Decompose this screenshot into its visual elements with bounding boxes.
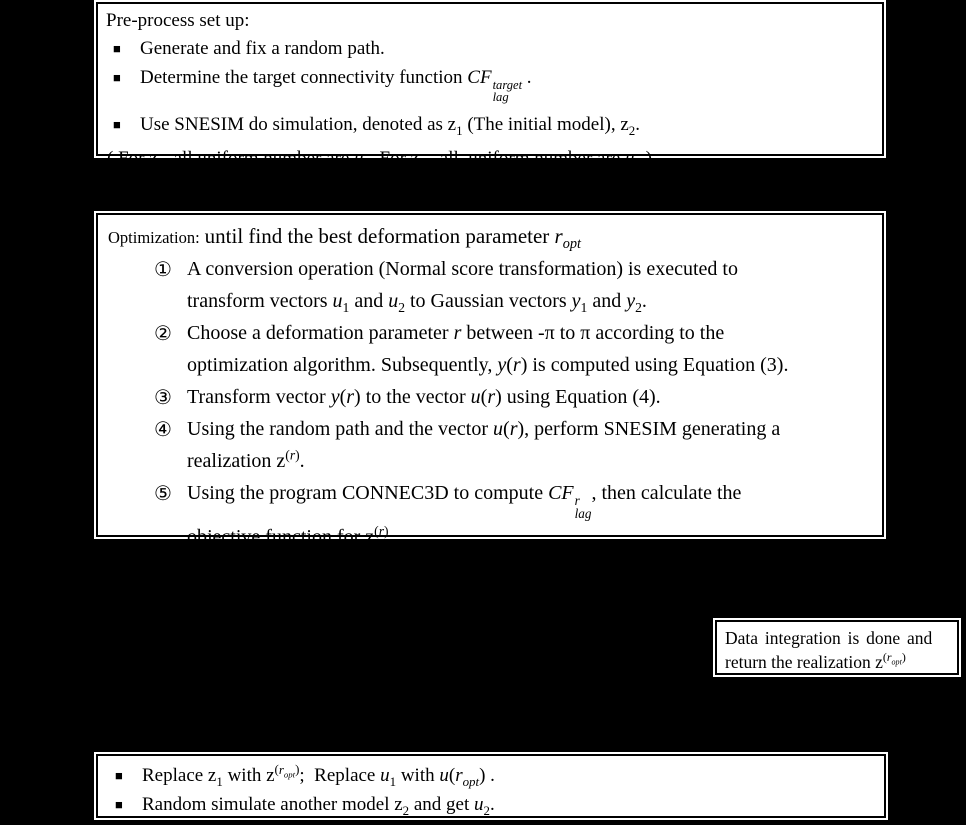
update-bullet-2 xyxy=(115,791,874,818)
circled-number-2-icon: ② xyxy=(154,321,172,345)
update-bullet-1-text: Replace $z_1$ with $z^{(r_{opt})}$; Replace $u_1$ with $u(r_{opt})$ . xyxy=(142,761,495,789)
square-bullet-icon: ■ xyxy=(113,117,121,133)
optimization-step-5 xyxy=(154,477,876,553)
optimization-title xyxy=(108,221,876,253)
square-bullet-icon: ■ xyxy=(115,797,123,812)
circled-number-3-icon: ③ xyxy=(154,385,172,409)
preprocess-bullet-1-text: Generate and fix a random path. xyxy=(140,38,385,59)
optimization-step-5-text: Using the program CONNEC3D to compute CF r lag , then calculate the objective function for $z^{(r)}$. xyxy=(187,482,742,548)
preprocess-bullet-1 xyxy=(113,35,872,62)
update-box xyxy=(96,754,886,818)
result-line-2: return the realization $z^{(r_{opt})}$ xyxy=(725,650,906,672)
update-bullet-1 xyxy=(115,762,874,789)
update-bullet-2-text: Random simulate another model $z_2$ and get $u_2$. xyxy=(142,794,495,818)
optimization-step-2 xyxy=(154,317,876,381)
optimization-step-2-text: Choose a deformation parameter r between -π to π according to the optimization algorithm. Subsequently, y(r) is computed using Equation (3). xyxy=(187,322,789,376)
preprocess-bullet-3 xyxy=(113,111,872,138)
circled-number-1-icon: ① xyxy=(154,257,172,281)
preprocess-note: ( For $z_1$, all uniform number are $u_1$. For $z_2$ , all uniform number are $u_2$.) xyxy=(107,148,652,173)
optimization-box xyxy=(96,213,884,548)
result-box xyxy=(715,620,959,675)
preprocess-bullet-3-text: Use SNESIM do simulation, denoted as $z_1$ (The initial model), $z_2$. xyxy=(140,114,640,139)
square-bullet-icon: ■ xyxy=(115,768,123,783)
preprocess-bullet-2-text: Determine the target connectivity function CF target lag . xyxy=(140,67,532,105)
optimization-step-1-text: A conversion operation (Normal score transformation) is executed to transform vectors $u_1$ and $u_2$ to Gaussian vectors $y_1$ and $y_2$. xyxy=(187,258,738,315)
circled-number-5-icon: ⑤ xyxy=(154,481,172,505)
preprocess-box xyxy=(96,2,884,173)
circled-number-4-icon: ④ xyxy=(154,417,172,441)
result-line-1: Data integration is done and xyxy=(725,628,933,648)
preprocess-bullet-2 xyxy=(113,64,872,104)
optimization-step-3-text: Transform vector y(r) to the vector u(r) using Equation (4). xyxy=(187,386,661,408)
optimization-title-text: until find the best deformation parameter $r_{opt}$ xyxy=(204,224,581,253)
optimization-step-4 xyxy=(154,413,876,477)
optimization-label: Optimization: xyxy=(108,228,200,247)
optimization-step-3 xyxy=(154,381,876,413)
preprocess-title: Pre-process set up: xyxy=(106,10,250,31)
square-bullet-icon: ■ xyxy=(113,41,121,56)
square-bullet-icon: ■ xyxy=(113,70,121,85)
optimization-step-4-text: Using the random path and the vector u(r), perform SNESIM generating a realization $z^{(r)}$. xyxy=(187,418,781,472)
optimization-step-1 xyxy=(154,253,876,317)
